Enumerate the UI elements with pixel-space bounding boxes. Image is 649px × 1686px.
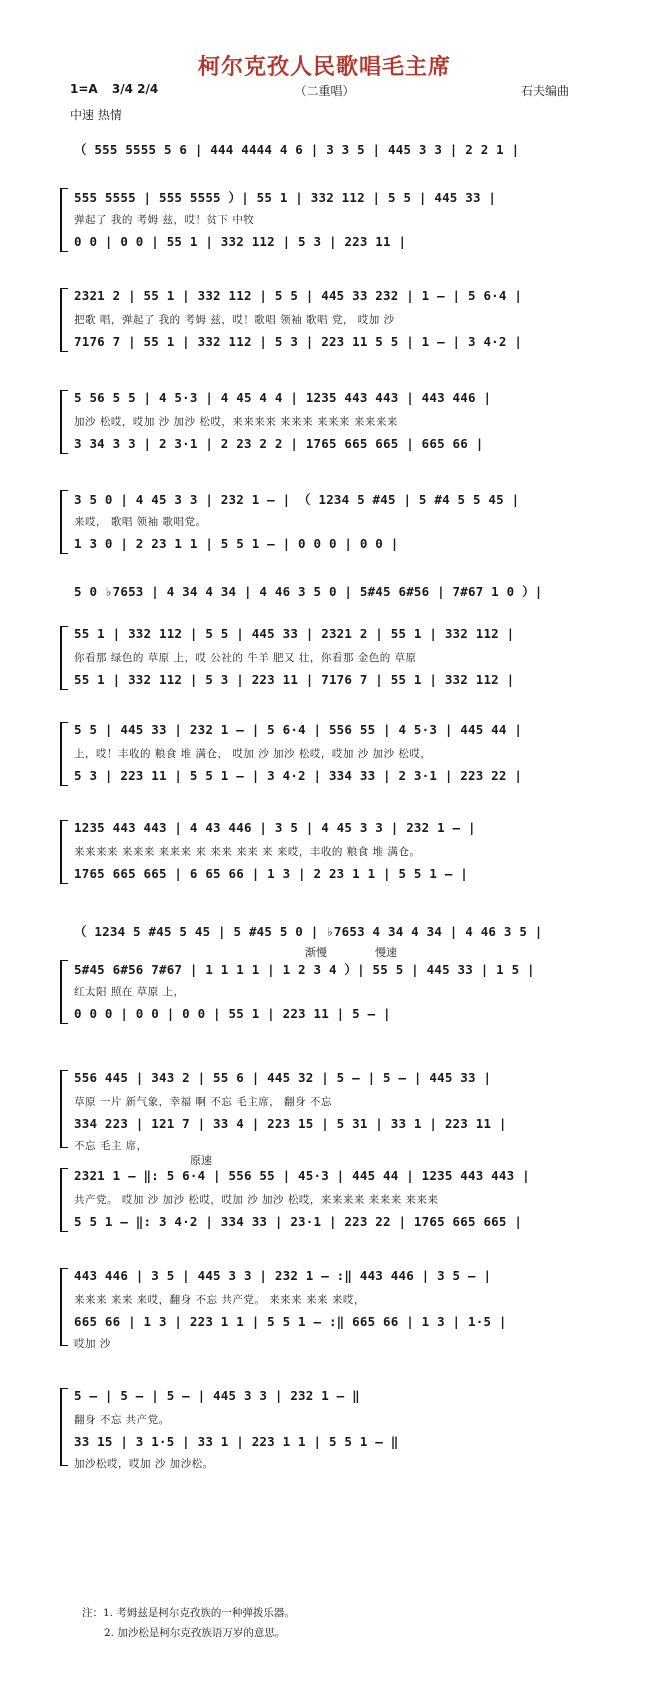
- lower-voice-notes: 1765 665 665 | 6 65 66 | 1 3 | 2 23 1 1 | 5 5 1 – |: [74, 866, 469, 881]
- score-system: [60, 922, 580, 940]
- upper-voice-notes: （ 555 5555 5 6 | 444 4444 4 6 | 3 3 5 | 445 3 3 | 2 2 1 |: [74, 142, 520, 157]
- upper-voice-notes: 5 5 | 445 33 | 232 1 – | 5 6·4 | 556 55 | 4 5·3 | 445 44 |: [74, 722, 523, 737]
- lower-voice-notes: 5 5 1 – ‖: 3 4·2 | 334 33 | 23·1 | 223 22 | 1765 665 665 |: [74, 1214, 523, 1229]
- lower-voice-notes: 334 223 | 121 7 | 33 4 | 223 15 | 5 31 | 33 1 | 223 11 |: [74, 1116, 507, 1131]
- score-system: [60, 1268, 580, 1350]
- lyric-line: 把歌 唱，弹起了 我的 考姆 兹，哎！歌唱 领袖 歌唱 党， 哎加 沙: [74, 314, 395, 326]
- lyric-line: 来哎， 歌唱 领袖 歌唱党。: [74, 516, 207, 528]
- lower-lyric-line: 加沙松哎，哎加 沙 加沙松。: [74, 1458, 214, 1470]
- system-bracket: [60, 722, 68, 786]
- footnote-1: 注：1. 考姆兹是柯尔克孜族的一种弹拨乐器。: [82, 1607, 295, 1619]
- time-signature: 3/4 2/4: [111, 82, 159, 96]
- lyric-line: 红太阳 照在 草原 上，: [74, 986, 185, 998]
- lower-voice-notes: 5 3 | 223 11 | 5 5 1 – | 3 4·2 | 334 33 | 2 3·1 | 223 22 |: [74, 768, 523, 783]
- score-system: [60, 140, 580, 158]
- score-system: [60, 490, 580, 554]
- score-system: [60, 946, 580, 1024]
- system-bracket: [60, 1268, 68, 1346]
- upper-voice-notes: 3 5 0 | 4 45 3 3 | 232 1 – | （ 1234 5 #45 | 5 #4 5 5 45 |: [74, 492, 520, 507]
- system-bracket: [60, 820, 68, 884]
- lower-lyric-line: 哎加 沙: [74, 1338, 111, 1350]
- lower-voice-notes: 55 1 | 332 112 | 5 3 | 223 11 | 7176 7 | 55 1 | 332 112 |: [74, 672, 515, 687]
- tempo-mark: 慢速: [375, 946, 397, 959]
- system-bracket: [60, 390, 68, 454]
- system-bracket: [60, 960, 68, 1024]
- system-bracket: [60, 188, 68, 252]
- upper-voice-notes: 555 5555 | 555 5555 ）| 55 1 | 332 112 | 5 5 | 445 33 |: [74, 190, 497, 205]
- score-system: [60, 626, 580, 690]
- score-system: [60, 188, 580, 252]
- system-bracket: [60, 490, 68, 554]
- tempo-marking: 中速 热情: [70, 108, 122, 122]
- lower-voice-notes: 0 0 0 | 0 0 | 0 0 | 55 1 | 223 11 | 5 – |: [74, 1006, 391, 1021]
- lyric-line: 来来来 来来 来哎，翻身 不忘 共产党。 来来来 来来 来哎，: [74, 1294, 365, 1306]
- lyric-line: 来来来来 来来来 来来来 来 来来 来来 来 来哎，丰收的 粮食 堆 满仓。: [74, 846, 421, 858]
- upper-voice-notes: 2321 2 | 55 1 | 332 112 | 5 5 | 445 33 232 | 1 – | 5 6·4 |: [74, 288, 523, 303]
- upper-voice-notes: 1235 443 443 | 4 43 446 | 3 5 | 4 45 3 3 | 232 1 – |: [74, 820, 476, 835]
- song-title: 柯尔克孜人民歌唱毛主席: [197, 54, 451, 80]
- system-bracket: [60, 288, 68, 352]
- arrangement-label: （二重唱）: [294, 84, 355, 98]
- lower-voice-notes: 3 34 3 3 | 2 3·1 | 2 23 2 2 | 1765 665 665 | 665 66 |: [74, 436, 484, 451]
- upper-voice-notes: 5#45 6#56 7#67 | 1 1 1 1 | 1 2 3 4 ）| 55 5 | 445 33 | 1 5 |: [74, 962, 535, 977]
- lower-voice-notes: 7176 7 | 55 1 | 332 112 | 5 3 | 223 11 5 5 | 1 – | 3 4·2 |: [74, 334, 523, 349]
- system-bracket: [60, 1388, 68, 1466]
- lower-voice-notes: 33 15 | 3 1·5 | 33 1 | 223 1 1 | 5 5 1 – ‖: [74, 1434, 399, 1449]
- score-system: [60, 390, 580, 454]
- lyric-line: 你看那 绿色的 草原 上，哎 公社的 牛羊 肥又 壮，你看那 金色的 草原: [74, 652, 417, 664]
- score-system: [60, 722, 580, 786]
- lyric-line: 弹起了 我的 考姆 兹，哎！贫下 中牧: [74, 214, 255, 226]
- upper-voice-notes: 5 56 5 5 | 4 5·3 | 4 45 4 4 | 1235 443 443 | 443 446 |: [74, 390, 492, 405]
- key-signature: 1=A 3/4 2/4: [70, 82, 159, 96]
- upper-voice-notes: 2321 1 – ‖: 5 6·4 | 556 55 | 45·3 | 445 44 | 1235 443 443 |: [74, 1168, 530, 1183]
- lyric-line: 翻身 不忘 共产党。: [74, 1414, 170, 1426]
- composer-credit: 石夫编曲: [520, 84, 569, 98]
- lyric-line: 上，哎！丰收的 粮食 堆 满仓， 哎加 沙 加沙 松哎，哎加 沙 加沙 松哎，: [74, 748, 432, 760]
- score-system: [60, 582, 580, 600]
- score-system: [60, 1154, 580, 1232]
- tempo-mark: 原速: [190, 1154, 212, 1167]
- upper-voice-notes: 5 0 ♭7653 | 4 34 4 34 | 4 46 3 5 0 | 5#45 6#56 | 7#67 1 0 ）|: [74, 584, 543, 599]
- system-bracket: [60, 1168, 68, 1232]
- lower-voice-notes: 0 0 | 0 0 | 55 1 | 332 112 | 5 3 | 223 11 |: [74, 234, 407, 249]
- upper-voice-notes: 443 446 | 3 5 | 445 3 3 | 232 1 – :‖ 443 446 | 3 5 – |: [74, 1268, 492, 1283]
- lyric-line: 加沙 松哎，哎加 沙 加沙 松哎，来来来来 来来来 来来来 来来来来: [74, 416, 398, 428]
- lower-lyric-line: 不忘 毛主 席，: [74, 1140, 148, 1152]
- score-system: [60, 1070, 580, 1152]
- lyric-line: 共产党。 哎加 沙 加沙 松哎，哎加 沙 加沙 松哎，来来来来 来来来 来来来: [74, 1194, 439, 1206]
- score-system: [60, 288, 580, 352]
- upper-voice-notes: （ 1234 5 #45 5 45 | 5 #45 5 0 | ♭7653 4 34 4 34 | 4 46 3 5 |: [74, 924, 543, 939]
- upper-voice-notes: 55 1 | 332 112 | 5 5 | 445 33 | 2321 2 | 55 1 | 332 112 |: [74, 626, 515, 641]
- lyric-line: 草原 一片 新气象，幸福 啊 不忘 毛主席， 翻身 不忘: [74, 1096, 332, 1108]
- lower-voice-notes: 1 3 0 | 2 23 1 1 | 5 5 1 – | 0 0 0 | 0 0 |: [74, 536, 399, 551]
- upper-voice-notes: 556 445 | 343 2 | 55 6 | 445 32 | 5 – | 5 – | 445 33 |: [74, 1070, 492, 1085]
- score-system: [60, 1388, 580, 1470]
- upper-voice-notes: 5 – | 5 – | 5 – | 445 3 3 | 232 1 – ‖: [74, 1388, 360, 1403]
- system-bracket: [60, 626, 68, 690]
- footnote-2: 2. 加沙松是柯尔克孜族语万岁的意思。: [104, 1627, 286, 1639]
- system-bracket: [60, 1070, 68, 1148]
- tempo-mark: 渐慢: [305, 946, 327, 959]
- score-system: [60, 820, 580, 884]
- lower-voice-notes: 665 66 | 1 3 | 223 1 1 | 5 5 1 – :‖ 665 66 | 1 3 | 1·5 |: [74, 1314, 507, 1329]
